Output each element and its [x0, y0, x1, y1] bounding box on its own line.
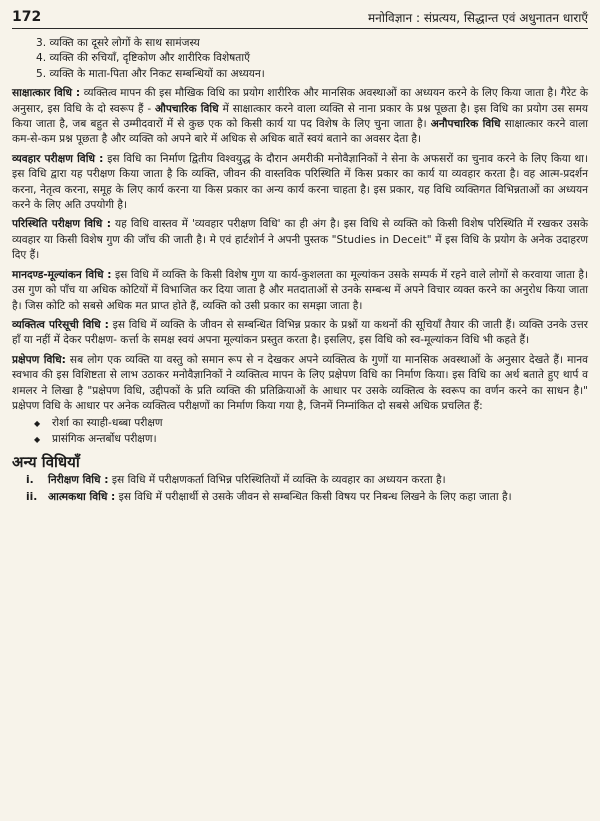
paragraph-text: इस विधि में परीक्षणकर्ता विभिन्न परिस्थितियों में व्यक्ति के व्यवहार का अध्ययन करता है। [108, 473, 446, 486]
list-item: 3. व्यक्ति का दूसरे लोगों के साथ सामंजस्य [36, 37, 200, 49]
term-heading: प्रक्षेपण विधि: [12, 353, 66, 366]
paragraph-text: इस विधि में परीक्षार्थी से उसके जीवन से सम्बन्धित किसी विषय पर निबन्ध लिखने के लिए कहा जाता है। [115, 490, 512, 503]
page-header [12, 6, 588, 29]
list-item: 4. व्यक्ति की रुचियाँ, दृष्टिकोण और शारीरिक विशेषताएँ [36, 52, 250, 65]
page-number: 172 [12, 9, 42, 25]
paragraph-text: सब लोग एक व्यक्ति या वस्तु को समान रूप से न देखकर अपने व्यक्तित्व के गुणों या मानसिक अवस्थाओं के अनुसार देखते हैं। मानव स्वभाव की इस विशिष्टता से लाभ उठाकर मनोवैज्ञानिकों ने व्यक्तित्व मापन के लिए प्रक्षेपण विधि का निर्माण किया। इस विधि का अर्थ बताते हुए थार्प व शमलर ने लिखा है "प्रक्षेपण विधि, उद्दीपकों के प्रति व्यक्ति की प्रतिक्रियाओं के आधार पर उसके व्यक्तित्व के स्वरूप का वर्णन करने का साधन है।" प्रक्षेपण विधि के आधार पर अनेक व्यक्तित्व परीक्षणों का निर्माण किया गया है, जिनमें निम्नांकित दो सबसे अधिक प्रचलित हैं: [12, 353, 588, 412]
page-body [12, 36, 588, 505]
roman-text [48, 490, 588, 505]
term-heading: औपचारिक विधि [155, 102, 219, 115]
paragraph-behavior-test [12, 152, 588, 214]
roman-number: i. [26, 473, 34, 486]
paragraph-text: इस विधि में व्यक्ति के जीवन से सम्बन्धित विभिन्न प्रकार के प्रश्नों या कथनों की सूचियाँ तैयार की जाती हैं। व्यक्ति उनके उत्तर हाँ या नहीं में देकर परीक्षण- कर्त्ता के समक्ष स्वयं अपना मूल्यांकन प्रस्तुत करता है। इसलिए, इस विधि को स्व-मूल्यांकन विधि भी कहते हैं। [12, 318, 588, 347]
bullet-item: ◆ प्रासंगिक अन्तर्बोध परीक्षण। [34, 432, 588, 447]
paragraph-inventory-method [12, 318, 588, 349]
list-item: 5. व्यक्ति के माता-पिता और निकट सम्बन्धियों का अध्ययन। [36, 67, 265, 80]
term-heading: व्यवहार परीक्षण विधि : [12, 152, 104, 165]
paragraph-text: इस विधि का निर्माण द्वितीय विश्वयुद्ध के दौरान अमरीकी मनोवैज्ञानिकों ने सेना के अफसरों का चुनाव करने के लिए किया था। इस विधि द्वारा यह परीक्षण किया जाता है कि व्यक्ति, जीवन की वास्तविक परिस्थिति में किस प्रकार का कार्य या व्यवहार करता है। वह आत्म-प्रदर्शन करना, नेतृत्व करना, समूह के लिए कार्य करना या किस प्रकार का अन्य कार्य करना चाहता है। इस प्रकार, यह विधि व्यक्तिगत विभिन्नताओं का अध्ययन करने के लिए अति उपयोगी है। [12, 152, 588, 212]
running-title: मनोविज्ञान : संप्रत्यय, सिद्धान्त एवं अधुनातन धाराएँ [368, 10, 588, 25]
term-heading: साक्षात्कार विधि : [12, 87, 81, 100]
section-heading: अन्य विधियाँ [12, 453, 80, 472]
bullet-list [34, 416, 588, 447]
paragraph-text: यह विधि वास्तव में 'व्यवहार परीक्षण विधि' का ही अंग है। इस विधि से व्यक्ति को किसी विशेष परिस्थिति में रखकर उसके व्यवहार या किसी विशेष गुण की जाँच की जाती है। मे एवं हार्टशोर्न ने अपनी पुस्तक "Studies in Deceit" में इस विधि के प्रयोग के अनेक उदाहरण दिए हैं। [12, 218, 589, 262]
paragraph-interview-method [12, 86, 588, 148]
roman-list [12, 473, 588, 506]
paragraph-text: इस विधि में व्यक्ति के किसी विशेष गुण या कार्य-कुशलता का मूल्यांकन उसके सम्पर्क में रहने वाले लोगों से करवाया जाता है। उस गुण को पाँच या अधिक कोटियों में विभाजित कर दिया जाता है और मतदाताओं से उनके सम्बन्ध में अपने विचार व्यक्त करने का अनुरोध किया जाता है। जिस कोटि को सबसे अधिक मत प्राप्त होते हैं, व्यक्ति को उसी प्रकार का समझा जाता है। [12, 268, 588, 312]
paragraph-text: व्यक्तित्व मापन की इस मौखिक विधि का प्रयोग शारीरिक और मानसिक अवस्थाओं का अध्ययन करने के लिए किया जाता है। गैरेट के अनुसार, इस विधि के दो स्वरूप हैं - [12, 87, 588, 115]
paragraph-text: साक्षात्कार करने वाला कम-से-कम प्रश्न पूछता है और व्यक्ति को अपने बारे में अधिक से अधिक बातें स्वयं बताने का अवसर देता है। [12, 118, 589, 146]
roman-item [26, 473, 588, 488]
term-heading: अनौपचारिक विधि [430, 118, 501, 131]
paragraph-rating-method [12, 268, 588, 314]
paragraph-text: में साक्षात्कार करने वाला व्यक्ति से नाना प्रकार के प्रश्न पूछता है। इस विधि का प्रयोग उस समय किया जाता है, जब बहुत से उम्मीदवारों में से कुछ एक को किसी कार्य या पद विशेष के लिए चुना जाता है। [12, 102, 588, 131]
roman-text [48, 473, 588, 488]
term-heading: मानदण्ड-मूल्यांकन विधि : [12, 268, 112, 281]
roman-number: ii. [26, 490, 38, 503]
term-heading: आत्मकथा विधि : [48, 490, 116, 503]
roman-item [26, 490, 588, 505]
term-heading: निरीक्षण विधि : [48, 473, 109, 486]
numbered-list [34, 36, 588, 82]
term-heading: व्यक्तित्व परिसूची विधि : [12, 318, 109, 331]
bullet-item: ◆ रोर्शा का स्याही-धब्बा परीक्षण [34, 416, 588, 431]
paragraph-situation-test [12, 217, 588, 263]
term-heading: परिस्थिति परीक्षण विधि : [12, 218, 111, 231]
paragraph-projection-method [12, 353, 588, 415]
